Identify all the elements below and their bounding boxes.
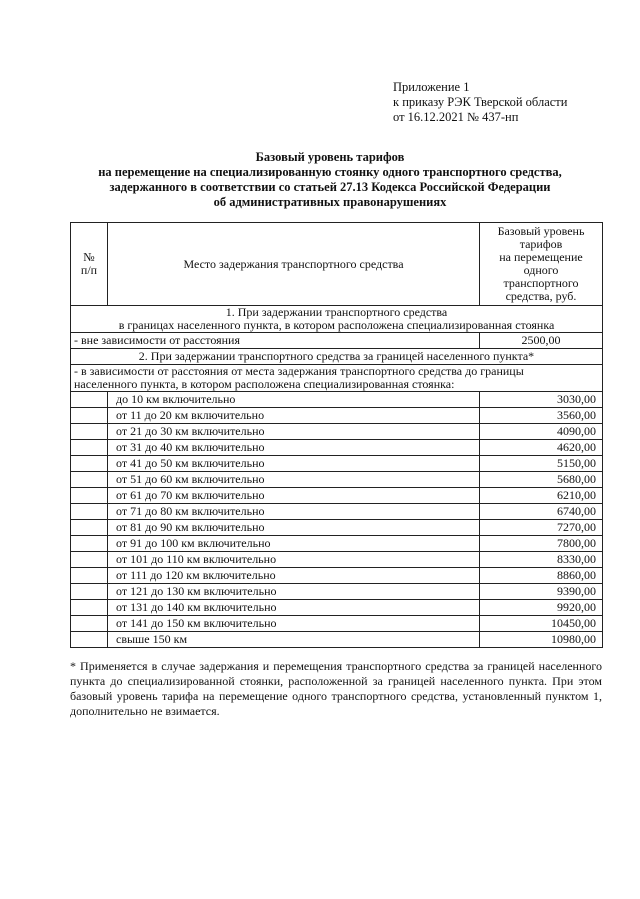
distance-label: свыше 150 км bbox=[108, 632, 480, 648]
table-row bbox=[71, 392, 603, 408]
table-header-row bbox=[71, 223, 603, 306]
title-line-4: об административных правонарушениях bbox=[213, 195, 447, 209]
empty-number-cell bbox=[71, 568, 108, 584]
tariff-value: 10450,00 bbox=[480, 616, 603, 632]
section-2-intro bbox=[71, 365, 603, 392]
empty-number-cell bbox=[71, 424, 108, 440]
distance-label: от 111 до 120 км включительно bbox=[108, 568, 480, 584]
header-value-cell bbox=[480, 223, 603, 306]
empty-number-cell bbox=[71, 584, 108, 600]
empty-number-cell bbox=[71, 520, 108, 536]
empty-number-cell bbox=[71, 616, 108, 632]
distance-label: до 10 км включительно bbox=[108, 392, 480, 408]
empty-number-cell bbox=[71, 488, 108, 504]
tariff-value: 3030,00 bbox=[480, 392, 603, 408]
table-row bbox=[71, 616, 603, 632]
empty-number-cell bbox=[71, 440, 108, 456]
document-title bbox=[60, 150, 600, 210]
header-number-sign: № bbox=[83, 250, 95, 264]
tariff-value: 5150,00 bbox=[480, 456, 603, 472]
empty-number-cell bbox=[71, 392, 108, 408]
appendix-line-2: к приказу РЭК Тверской области bbox=[393, 95, 568, 109]
distance-label: от 41 до 50 км включительно bbox=[108, 456, 480, 472]
empty-number-cell bbox=[71, 632, 108, 648]
title-line-1: Базовый уровень тарифов bbox=[255, 150, 405, 164]
title-line-3: задержанного в соответствии со статьей 27.13 Кодекса Российской Федерации bbox=[109, 180, 551, 194]
tariff-value: 9920,00 bbox=[480, 600, 603, 616]
distance-label: от 101 до 110 км включительно bbox=[108, 552, 480, 568]
header-value-line: транспортного bbox=[503, 276, 579, 290]
section-1-heading bbox=[71, 306, 603, 333]
table-row bbox=[71, 472, 603, 488]
table-row bbox=[71, 488, 603, 504]
section-2-intro-line-1: - в зависимости от расстояния от места задержания транспортного средства до границы bbox=[74, 364, 524, 378]
section-2-intro-line-2: населенного пункта, в котором расположена специализированная стоянка: bbox=[74, 377, 455, 391]
distance-label: от 131 до 140 км включительно bbox=[108, 600, 480, 616]
table-row bbox=[71, 632, 603, 648]
tariff-value: 7800,00 bbox=[480, 536, 603, 552]
empty-number-cell bbox=[71, 472, 108, 488]
distance-label: от 11 до 20 км включительно bbox=[108, 408, 480, 424]
table-row bbox=[71, 552, 603, 568]
table-row bbox=[71, 584, 603, 600]
tariff-value: 6740,00 bbox=[480, 504, 603, 520]
section-1-row-value: 2500,00 bbox=[480, 333, 603, 349]
table-row bbox=[71, 536, 603, 552]
table-row bbox=[71, 504, 603, 520]
distance-label: от 81 до 90 км включительно bbox=[108, 520, 480, 536]
empty-number-cell bbox=[71, 536, 108, 552]
table-row bbox=[71, 408, 603, 424]
empty-number-cell bbox=[71, 552, 108, 568]
empty-number-cell bbox=[71, 600, 108, 616]
header-place-cell: Место задержания транспортного средства bbox=[108, 223, 480, 306]
header-number-abbr: п/п bbox=[80, 263, 98, 277]
section-2-intro-row bbox=[71, 365, 603, 392]
header-value-line: одного bbox=[523, 263, 559, 277]
header-value-line: Базовый уровень bbox=[497, 224, 585, 238]
header-number-cell bbox=[71, 223, 108, 306]
distance-label: от 51 до 60 км включительно bbox=[108, 472, 480, 488]
empty-number-cell bbox=[71, 456, 108, 472]
tariff-value: 4620,00 bbox=[480, 440, 603, 456]
distance-label: от 121 до 130 км включительно bbox=[108, 584, 480, 600]
tariff-value: 3560,00 bbox=[480, 408, 603, 424]
title-line-2: на перемещение на специализированную стоянку одного транспортного средства, bbox=[98, 165, 562, 179]
empty-number-cell bbox=[71, 504, 108, 520]
tariff-value: 7270,00 bbox=[480, 520, 603, 536]
table-row bbox=[71, 333, 603, 349]
distance-label: от 141 до 150 км включительно bbox=[108, 616, 480, 632]
appendix-line-3: от 16.12.2021 № 437-нп bbox=[393, 110, 519, 124]
section-1-row-label: - вне зависимости от расстояния bbox=[71, 333, 480, 349]
empty-number-cell bbox=[71, 408, 108, 424]
distance-label: от 61 до 70 км включительно bbox=[108, 488, 480, 504]
tariff-value: 4090,00 bbox=[480, 424, 603, 440]
table-row bbox=[71, 568, 603, 584]
table-row bbox=[71, 600, 603, 616]
distance-label: от 21 до 30 км включительно bbox=[108, 424, 480, 440]
footnote: * Применяется в случае задержания и перемещения транспортного средства за границей населенного пункта до специализированной стоянки, расположенной за границей населенного пункта. При этом базовый уровень тарифа на перемещение одного транспортного средства, установленный пунктом 1, дополнительно не взимается. bbox=[70, 659, 602, 718]
section-1-line-2: в границах населенного пункта, в котором расположена специализированная стоянка bbox=[118, 318, 555, 332]
table-row bbox=[71, 456, 603, 472]
section-2-heading-row bbox=[71, 349, 603, 365]
tariff-value: 10980,00 bbox=[480, 632, 603, 648]
tariff-table bbox=[70, 222, 603, 648]
tariff-value: 9390,00 bbox=[480, 584, 603, 600]
header-value-line: тарифов bbox=[519, 237, 563, 251]
tariff-value: 8860,00 bbox=[480, 568, 603, 584]
table-row bbox=[71, 520, 603, 536]
header-value-line: на перемещение bbox=[499, 250, 583, 264]
section-1-heading-row bbox=[71, 306, 603, 333]
tariff-value: 6210,00 bbox=[480, 488, 603, 504]
tariff-value: 5680,00 bbox=[480, 472, 603, 488]
distance-label: от 71 до 80 км включительно bbox=[108, 504, 480, 520]
tariff-value: 8330,00 bbox=[480, 552, 603, 568]
distance-label: от 91 до 100 км включительно bbox=[108, 536, 480, 552]
header-value-line: средства, руб. bbox=[505, 289, 577, 303]
section-1-line-1: 1. При задержании транспортного средства bbox=[225, 305, 448, 319]
section-2-heading: 2. При задержании транспортного средства за границей населенного пункта* bbox=[71, 349, 603, 365]
appendix-line-1: Приложение 1 bbox=[393, 80, 470, 94]
appendix-reference bbox=[393, 80, 567, 125]
table-row bbox=[71, 440, 603, 456]
distance-label: от 31 до 40 км включительно bbox=[108, 440, 480, 456]
table-row bbox=[71, 424, 603, 440]
